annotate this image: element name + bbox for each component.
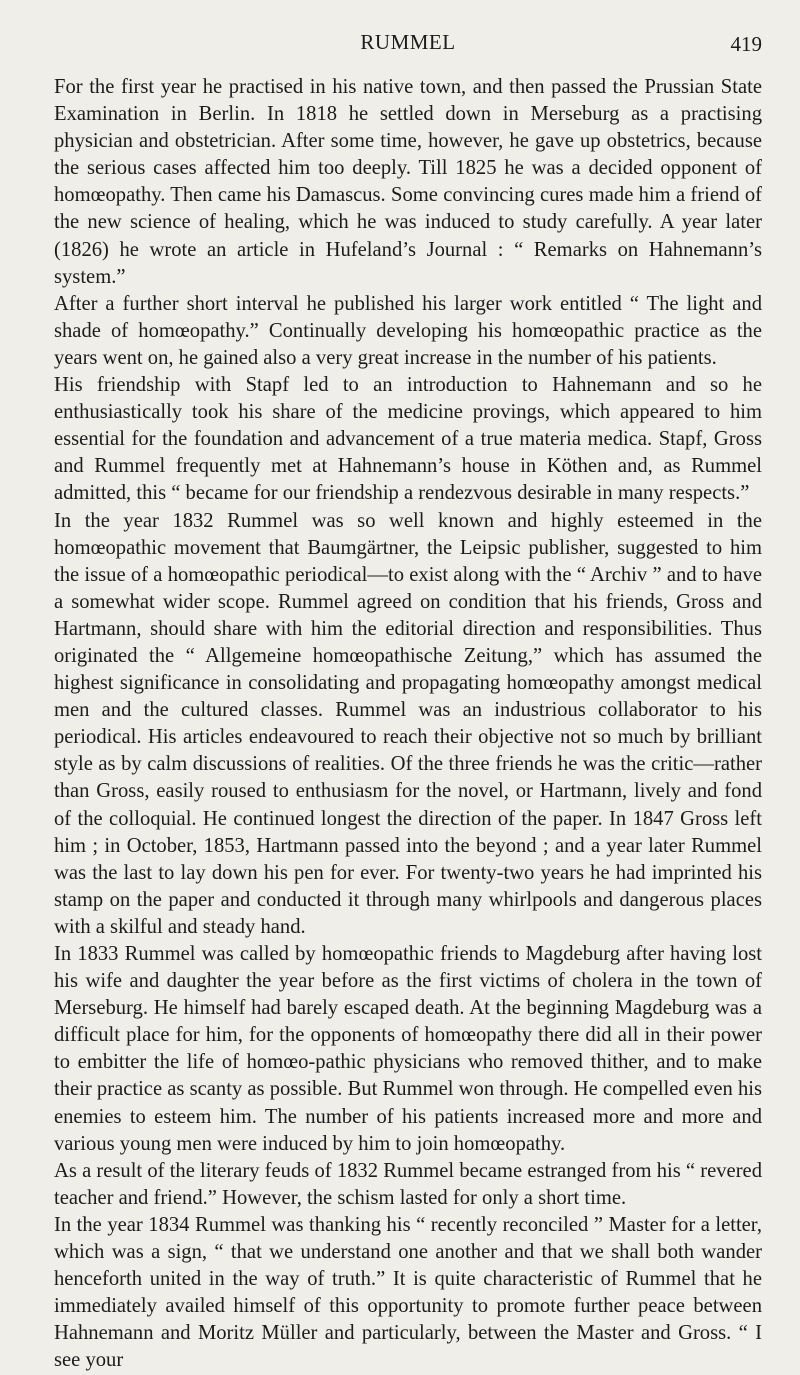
body-text (54, 74, 762, 1375)
paragraph-reconciliation: In the year 1834 Rummel was thanking his “ recently reconciled ” Master for a letter, which was a sign, “ that we understand one another and that we shall both wander henceforth united in the way of truth.” It is quite characteristic of Rummel that he immediately availed himself of this opportunity to promote further peace between Hahnemann and Moritz Müller and particularly, between the Master and Gross. “ I see your (54, 1213, 762, 1372)
paragraph-friendship-stapf: His friendship with Stapf led to an introduction to Hahnemann and so he enthusiastically took his share of the medicine provings, which appeared to him essential for the foundation and advancement of a true materia medica. Stapf, Gross and Rummel frequently met at Hahnemann’s house in Köthen and, as Rummel admitted, this “ became for our friendship a rendezvous desirable in many respects.” (54, 374, 762, 505)
paragraph-periodical: In the year 1832 Rummel was so well known and highly esteemed in the homœopathic movement that Baumgärtner, the Leipsic publisher, suggested to him the issue of a homœopathic periodical—to exist along with the “ Archiv ” and to have a somewhat wider scope. Rummel agreed on condition that his friends, Gross and Hartmann, should share with him the editorial direction and responsibilities. Thus originated the “ Allgemeine homœopathische Zeitung,” which has assumed the highest significance in consolidating and propagating homœopathy amongst medical men and the cultured classes. Rummel was an industrious collaborator to his periodical. His articles endeavoured to reach their objective not so much by brilliant style as by calm discussions of realities. Of the three friends he was the critic—rather than Gross, easily roused to enthusiasm for the novel, or Hartmann, lively and fond of the colloquial. He continued longest the direction of the paper. In 1847 Gross left him ; in October, 1853, Hartmann passed into the beyond ; and a year later Rummel was the last to lay down his pen for ever. For twenty-two years he had imprinted his stamp on the paper and conducted it through many whirlpools and dangerous places with a skilful and steady hand. (54, 509, 762, 938)
paragraph-larger-work: After a further short interval he published his larger work entitled “ The light and shade of homœopathy.” Continually developing his homœopathic practice as the years went on, he gained also a very great increase in the number of his patients. (54, 292, 762, 369)
paragraph-first-year: For the first year he practised in his native town, and then passed the Prussian State Examination in Berlin. In 1818 he settled down in Merseburg as a practising physician and obstetrician. After some time, however, he gave up obstetrics, because the serious cases affected him too deeply. Till 1825 he was a decided opponent of homœopathy. Then came his Damascus. Some convincing cures made him a friend of the new science of healing, which he was induced to study carefully. A year later (1826) he wrote an article in Hufeland’s Journal : “ Remarks on Hahnemann’s system.” (54, 76, 762, 288)
paragraph-literary-feuds: As a result of the literary feuds of 1832 Rummel became estranged from his “ revered teacher and friend.” However, the schism lasted for only a short time. (54, 1159, 762, 1209)
page-header (54, 30, 762, 66)
running-head: RUMMEL (360, 30, 456, 54)
page-number: 419 (730, 32, 762, 56)
paragraph-magdeburg: In 1833 Rummel was called by homœopathic friends to Magdeburg after having lost his wife and daughter the year before as the first victims of cholera in the town of Merseburg. He himself had barely escaped death. At the beginning Magdeburg was a difficult place for him, for the opponents of homœopathy there did all in their power to embitter the life of homœo-pathic physicians who removed thither, and to make their practice as scanty as possible. But Rummel won through. He compelled even his enemies to esteem him. The number of his patients increased more and more and various young men were induced by him to join homœopathy. (54, 943, 762, 1155)
